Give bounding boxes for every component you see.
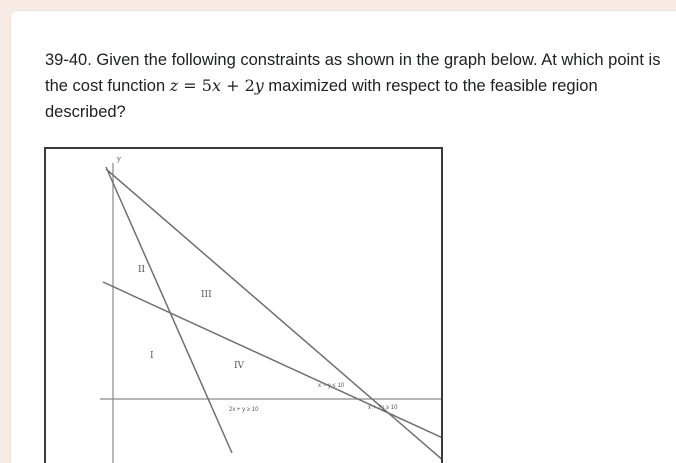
cost-function: z = 5x + 2y (169, 76, 264, 95)
graph-svg (46, 149, 443, 463)
constraint-label-x-plus-2y: x + 2y ≥ 10 (368, 405, 398, 411)
question-tail: maximized with respect to the feasible region described? (45, 77, 598, 121)
question-lead: 39-40. Given the following constraints as shown in the graph below. At which point is the cost function (45, 51, 661, 95)
y-axis-label: y (117, 155, 121, 163)
line-x-minus-y (106, 169, 443, 462)
region-label-3: III (201, 290, 212, 300)
region-label-2: II (138, 265, 146, 275)
region-label-1: I (150, 351, 154, 361)
constraint-label-x-minus-y: x − y ≤ 10 (318, 383, 345, 389)
question-text (45, 47, 675, 125)
line-2x-plus-y (106, 167, 232, 453)
constraint-label-2x-plus-y: 2x + y ≥ 10 (229, 407, 259, 413)
region-label-4: IV (234, 361, 245, 371)
constraint-graph (44, 147, 443, 463)
line-x-plus-2y (103, 282, 443, 439)
